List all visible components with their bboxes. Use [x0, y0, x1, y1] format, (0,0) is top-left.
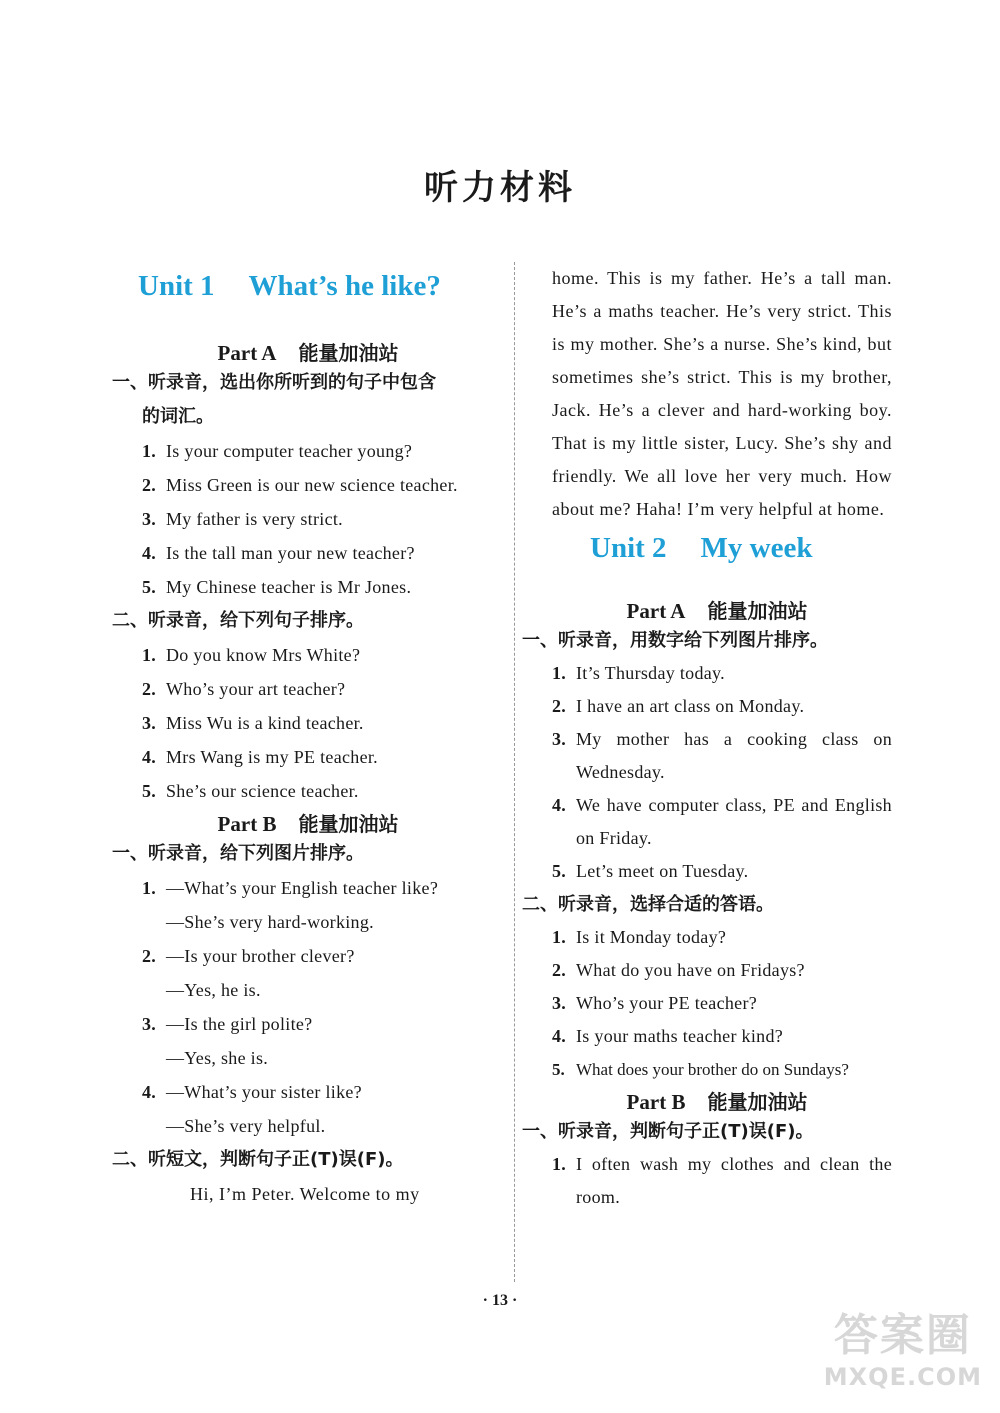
part-subtitle: 能量加油站 — [298, 341, 399, 365]
item-number: 4. — [142, 747, 157, 767]
list-item — [522, 855, 892, 888]
part-label: Part A — [626, 599, 686, 623]
item-number: 2. — [142, 946, 157, 966]
watermark-url: MXQE.COM — [823, 1363, 982, 1391]
item-number: 5. — [142, 781, 157, 801]
item-number: 3. — [142, 713, 157, 733]
item-text: Is your computer teacher young? — [166, 441, 413, 461]
watermark-logo-text: 答案圈 — [833, 1310, 972, 1361]
list-item — [112, 434, 484, 468]
list-item — [522, 657, 892, 690]
list-item — [522, 1053, 892, 1086]
dialogue-item — [112, 939, 484, 973]
item-number: 1. — [552, 663, 567, 683]
item-number: 5. — [142, 577, 157, 597]
item-number: 1. — [552, 927, 567, 947]
item-number: 4. — [142, 1082, 157, 1102]
item-text: My mother has a cooking class on Wednesday. — [576, 729, 892, 782]
item-text: She’s our science teacher. — [166, 781, 359, 801]
section-heading-text: 一、听录音，给下列图片排序。 — [112, 843, 364, 864]
part-label: Part B — [626, 1090, 686, 1114]
part-label: Part A — [217, 341, 277, 365]
item-text: What do you have on Fridays? — [576, 960, 805, 980]
part-b-title — [112, 808, 484, 837]
item-text: Miss Wu is a kind teacher. — [166, 713, 364, 733]
section-heading — [112, 366, 484, 434]
item-number: 3. — [142, 1014, 157, 1034]
section-heading — [522, 624, 892, 657]
item-text: Is it Monday today? — [576, 927, 727, 947]
list-item — [112, 468, 484, 502]
item-number: 3. — [142, 509, 157, 529]
section-heading — [522, 1115, 892, 1148]
part-a-title — [522, 595, 892, 624]
part-subtitle: 能量加油站 — [298, 812, 399, 836]
section-heading-text: 一、听录音，判断句子正(T)误(F)。 — [522, 1121, 814, 1142]
item-number: 5. — [552, 1060, 565, 1079]
list-item — [522, 723, 892, 789]
dialogue-answer: —She’s very hard-working. — [166, 912, 374, 932]
item-text: Miss Green is our new science teacher. — [166, 475, 458, 495]
item-number: 2. — [552, 960, 567, 980]
section-heading-text: 一、听录音，用数字给下列图片排序。 — [522, 630, 828, 651]
list-item — [522, 789, 892, 855]
page-title: 听力材料 — [424, 168, 576, 208]
item-text: We have computer class, PE and English on Friday. — [576, 795, 892, 848]
item-number: 1. — [142, 645, 157, 665]
item-number: 1. — [142, 878, 157, 898]
part-subtitle: 能量加油站 — [707, 599, 808, 623]
list-item — [522, 1020, 892, 1053]
column-divider — [514, 262, 515, 1282]
section-heading-text: 二、听录音，选择合适的答语。 — [522, 894, 774, 915]
item-number: 1. — [142, 441, 157, 461]
item-text: Is the tall man your new teacher? — [166, 543, 415, 563]
list-item — [112, 570, 484, 604]
item-text: Let’s meet on Tuesday. — [576, 861, 749, 881]
unit-1-title — [112, 270, 484, 303]
list-item — [112, 536, 484, 570]
item-number: 2. — [142, 475, 157, 495]
section-heading-cont: 的词汇。 — [142, 406, 214, 427]
list-item — [522, 690, 892, 723]
list-item — [522, 1148, 892, 1214]
item-text: I often wash my clothes and clean the room. — [576, 1154, 892, 1207]
part-a-title — [112, 337, 484, 366]
page-number: · 13 · — [482, 1292, 518, 1309]
item-number: 2. — [552, 696, 567, 716]
list-item — [112, 706, 484, 740]
dialogue-question: —What’s your sister like? — [166, 1082, 362, 1102]
section-heading — [522, 888, 892, 921]
unit-label: Unit 2 — [590, 532, 667, 564]
list-item — [522, 921, 892, 954]
item-text: Do you know Mrs White? — [166, 645, 361, 665]
item-text: Who’s your PE teacher? — [576, 993, 758, 1013]
section-heading-text: 一、听录音，选出你所听到的句子中包含 — [112, 372, 436, 393]
watermark — [824, 1299, 982, 1391]
item-text: Mrs Wang is my PE teacher. — [166, 747, 378, 767]
part-b-title — [522, 1086, 892, 1115]
list-item — [112, 672, 484, 706]
section-heading-text: 二、听短文，判断句子正(T)误(F)。 — [112, 1149, 404, 1170]
item-text: It’s Thursday today. — [576, 663, 725, 683]
unit-label: Unit 1 — [138, 270, 215, 302]
item-text: My Chinese teacher is Mr Jones. — [166, 577, 412, 597]
list-item — [522, 987, 892, 1020]
item-number: 4. — [142, 543, 157, 563]
item-number: 3. — [552, 729, 567, 749]
dialogue-item — [112, 1007, 484, 1041]
dialogue-answer: —Yes, he is. — [166, 980, 261, 1000]
dialogue-answer: —Yes, she is. — [166, 1048, 269, 1068]
unit-name: My week — [700, 532, 813, 564]
list-item — [112, 638, 484, 672]
section-heading — [112, 604, 484, 638]
section-heading-text: 二、听录音，给下列句子排序。 — [112, 610, 364, 631]
passage-start: Hi, I’m Peter. Welcome to my — [190, 1184, 420, 1204]
list-item — [112, 740, 484, 774]
item-number: 1. — [552, 1154, 567, 1174]
section-heading — [112, 1143, 484, 1177]
item-text: My father is very strict. — [166, 509, 343, 529]
item-text: Who’s your art teacher? — [166, 679, 346, 699]
dialogue-item — [112, 871, 484, 905]
dialogue-question: —What’s your English teacher like? — [166, 878, 439, 898]
item-number: 4. — [552, 1026, 567, 1046]
dialogue-item — [112, 1075, 484, 1109]
item-text: What does your brother do on Sundays? — [576, 1060, 849, 1079]
part-label: Part B — [217, 812, 277, 836]
item-number: 4. — [552, 795, 567, 815]
dialogue-question: —Is your brother clever? — [166, 946, 355, 966]
unit-2-title — [522, 532, 892, 565]
item-number: 5. — [552, 861, 567, 881]
unit-name: What’s he like? — [248, 270, 441, 302]
list-item — [112, 774, 484, 808]
item-text: I have an art class on Monday. — [576, 696, 805, 716]
section-heading — [112, 837, 484, 871]
item-text: Is your maths teacher kind? — [576, 1026, 784, 1046]
dialogue-question: —Is the girl polite? — [166, 1014, 313, 1034]
part-subtitle: 能量加油站 — [707, 1090, 808, 1114]
list-item — [112, 502, 484, 536]
left-column — [112, 262, 484, 1211]
passage-continued: home. This is my father. He’s a tall man. He’s a maths teacher. He’s very strict. This is my mother. She’s a nurse. She’s kind, but sometimes she’s strict. This is my brother, Jack. He’s a clever and hard-working boy. That is my little sister, Lucy. She’s shy and friendly. We all love her very much. How about me? Haha! I’m very helpful at home. — [552, 268, 892, 519]
item-number: 2. — [142, 679, 157, 699]
item-number: 3. — [552, 993, 567, 1013]
dialogue-answer: —She’s very helpful. — [166, 1116, 326, 1136]
list-item — [522, 954, 892, 987]
right-column — [522, 262, 892, 1214]
